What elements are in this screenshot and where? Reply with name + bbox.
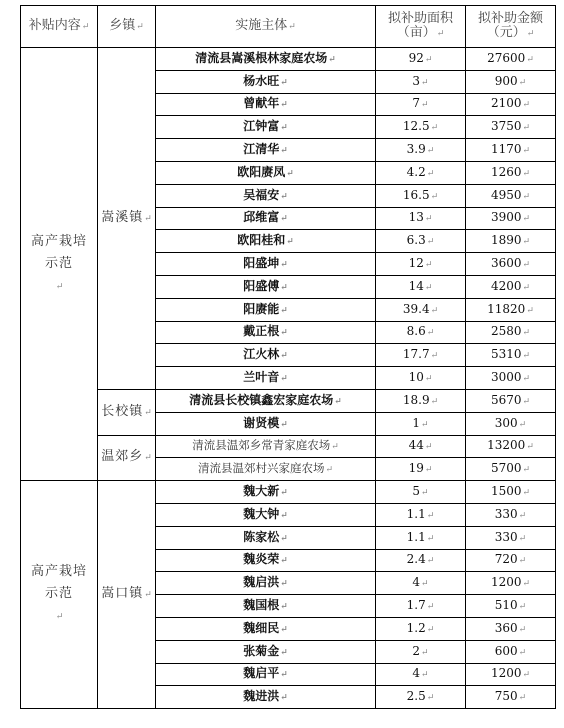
entity-cell: 魏细民↵ <box>156 617 376 640</box>
amount-cell: 11820↵ <box>466 298 556 321</box>
category-label: 高产栽培 <box>30 564 87 580</box>
area-cell: 4↵ <box>376 663 466 686</box>
area-cell: 2.4↵ <box>376 549 466 572</box>
town-cell: 嵩溪镇↵ <box>98 48 156 390</box>
area-cell: 44↵ <box>376 435 466 458</box>
amount-cell: 1170↵ <box>466 139 556 162</box>
amount-cell: 2100↵ <box>466 93 556 116</box>
area-cell: 39.4↵ <box>376 298 466 321</box>
area-cell: 1.2↵ <box>376 617 466 640</box>
entity-cell: 魏启平↵ <box>156 663 376 686</box>
area-cell: 19↵ <box>376 458 466 481</box>
area-cell: 17.7↵ <box>376 344 466 367</box>
entity-cell: 魏炎荣↵ <box>156 549 376 572</box>
amount-cell: 3600↵ <box>466 253 556 276</box>
header-town: 乡镇↵ <box>98 6 156 48</box>
entity-cell: 张菊金↵ <box>156 640 376 663</box>
amount-cell: 3750↵ <box>466 116 556 139</box>
entity-cell: 魏大新↵ <box>156 481 376 504</box>
entity-cell: 江清华↵ <box>156 139 376 162</box>
entity-cell: 陈家松↵ <box>156 526 376 549</box>
area-cell: 1.7↵ <box>376 595 466 618</box>
area-cell: 18.9↵ <box>376 389 466 412</box>
amount-cell: 510↵ <box>466 595 556 618</box>
amount-cell: 13200↵ <box>466 435 556 458</box>
entity-cell: 清流县长校镇鑫宏家庭农场↵ <box>156 389 376 412</box>
entity-cell: 魏大钟↵ <box>156 503 376 526</box>
area-cell: 12.5↵ <box>376 116 466 139</box>
header-row <box>21 6 556 48</box>
area-cell: 1.1↵ <box>376 526 466 549</box>
area-cell: 5↵ <box>376 481 466 504</box>
table-row <box>21 435 556 458</box>
entity-cell: 吴福安↵ <box>156 184 376 207</box>
amount-cell: 3900↵ <box>466 207 556 230</box>
category-cell: 高产栽培 示范 ↵ <box>21 48 98 481</box>
entity-cell: 魏国根↵ <box>156 595 376 618</box>
area-cell: 6.3↵ <box>376 230 466 253</box>
entity-cell: 欧阳桂和↵ <box>156 230 376 253</box>
amount-cell: 5310↵ <box>466 344 556 367</box>
area-cell: 16.5↵ <box>376 184 466 207</box>
subsidy-table <box>20 5 556 709</box>
area-cell: 1↵ <box>376 412 466 435</box>
category-cell: 高产栽培 示范 ↵ <box>21 481 98 709</box>
entity-cell: 阳赓能↵ <box>156 298 376 321</box>
amount-cell: 3000↵ <box>466 367 556 390</box>
town-label: 长校镇 <box>101 403 144 419</box>
amount-cell: 5670↵ <box>466 389 556 412</box>
amount-cell: 1260↵ <box>466 161 556 184</box>
category-label: 示范 <box>44 586 73 602</box>
amount-cell: 1200↵ <box>466 663 556 686</box>
entity-cell: 阳盛坤↵ <box>156 253 376 276</box>
table-body <box>21 48 556 709</box>
area-cell: 8.6↵ <box>376 321 466 344</box>
category-label: 高产栽培 <box>30 233 87 249</box>
town-label: 嵩口镇 <box>101 586 144 602</box>
amount-cell: 4200↵ <box>466 275 556 298</box>
amount-cell: 720↵ <box>466 549 556 572</box>
amount-cell: 1500↵ <box>466 481 556 504</box>
amount-cell: 1200↵ <box>466 572 556 595</box>
area-cell: 3↵ <box>376 70 466 93</box>
area-cell: 14↵ <box>376 275 466 298</box>
entity-cell: 清流县温郊乡常青家庭农场↵ <box>156 435 376 458</box>
entity-cell: 曾献年↵ <box>156 93 376 116</box>
area-cell: 92↵ <box>376 48 466 71</box>
town-cell: 嵩口镇↵ <box>98 481 156 709</box>
table-row <box>21 48 556 71</box>
amount-cell: 330↵ <box>466 503 556 526</box>
header-category: 补贴内容↵ <box>21 6 98 48</box>
amount-cell: 5700↵ <box>466 458 556 481</box>
amount-cell: 900↵ <box>466 70 556 93</box>
amount-cell: 600↵ <box>466 640 556 663</box>
amount-cell: 27600↵ <box>466 48 556 71</box>
town-label: 温郊乡 <box>101 449 144 465</box>
town-label: 嵩溪镇 <box>101 209 144 225</box>
amount-cell: 750↵ <box>466 686 556 709</box>
entity-cell: 清流县嵩溪根林家庭农场↵ <box>156 48 376 71</box>
area-cell: 7↵ <box>376 93 466 116</box>
amount-cell: 1890↵ <box>466 230 556 253</box>
area-cell: 1.1↵ <box>376 503 466 526</box>
header-entity: 实施主体↵ <box>156 6 376 48</box>
area-cell: 4.2↵ <box>376 161 466 184</box>
area-cell: 12↵ <box>376 253 466 276</box>
category-label: 示范 <box>44 255 73 271</box>
entity-cell: 阳盛傅↵ <box>156 275 376 298</box>
entity-cell: 魏启洪↵ <box>156 572 376 595</box>
entity-cell: 清流县温郊村兴家庭农场↵ <box>156 458 376 481</box>
entity-cell: 杨水旺↵ <box>156 70 376 93</box>
amount-cell: 2580↵ <box>466 321 556 344</box>
table-row <box>21 389 556 412</box>
area-cell: 2.5↵ <box>376 686 466 709</box>
entity-cell: 谢贤模↵ <box>156 412 376 435</box>
entity-cell: 欧阳赓凤↵ <box>156 161 376 184</box>
amount-cell: 4950↵ <box>466 184 556 207</box>
amount-cell: 300↵ <box>466 412 556 435</box>
entity-cell: 戴正根↵ <box>156 321 376 344</box>
area-cell: 4↵ <box>376 572 466 595</box>
area-cell: 3.9↵ <box>376 139 466 162</box>
entity-cell: 魏进洪↵ <box>156 686 376 709</box>
entity-cell: 邱维富↵ <box>156 207 376 230</box>
amount-cell: 360↵ <box>466 617 556 640</box>
town-cell: 长校镇↵ <box>98 389 156 435</box>
table-row <box>21 481 556 504</box>
entity-cell: 江火林↵ <box>156 344 376 367</box>
area-cell: 2↵ <box>376 640 466 663</box>
header-area: 拟补助面积 （亩）↵ <box>376 6 466 48</box>
area-cell: 13↵ <box>376 207 466 230</box>
entity-cell: 江钟富↵ <box>156 116 376 139</box>
header-amount: 拟补助金额 （元）↵ <box>466 6 556 48</box>
area-cell: 10↵ <box>376 367 466 390</box>
entity-cell: 兰叶音↵ <box>156 367 376 390</box>
town-cell: 温郊乡↵ <box>98 435 156 481</box>
amount-cell: 330↵ <box>466 526 556 549</box>
